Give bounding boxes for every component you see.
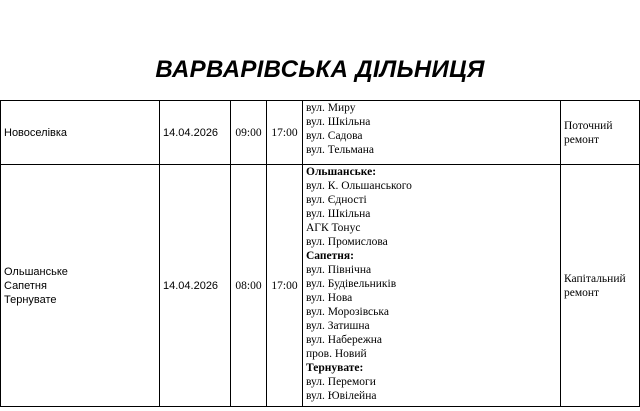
settlement-cell [1,165,160,407]
street-name: вул. Шкільна [306,208,371,220]
street-name: вул. Промислова [306,236,388,248]
street-name: вул. Ювілейна [306,390,377,402]
street-name: вул. Єдності [306,194,367,206]
settlement-name: Новоселівка [4,126,68,139]
streets-cell [303,165,561,407]
start-time-cell: 08:00 [231,165,267,407]
street-name: вул. Набережна [306,334,383,346]
street-name: вул. Миру [306,102,356,114]
page-title: ВАРВАРІВСЬКА ДІЛЬНИЦЯ [155,56,485,83]
street-name: вул. Садова [306,130,363,142]
date-cell: 14.04.2026 [160,101,231,165]
locality-heading: Сапетня: [306,250,354,262]
street-name: АГК Тонус [306,222,361,234]
work-type-text: ремонт [564,286,600,299]
street-name: вул. Нова [306,292,353,304]
settlement-name: Тернувате [4,293,57,306]
settlement-name: Сапетня [4,279,47,292]
settlement-cell [1,101,160,165]
street-name: вул. Перемоги [306,376,376,388]
start-time-cell: 09:00 [231,101,267,165]
end-time-cell: 17:00 [267,165,303,407]
street-name: пров. Новий [306,348,367,360]
street-name: вул. Морозівська [306,306,389,318]
street-name: вул. К. Ольшанського [306,180,412,192]
work-type-text: Поточний [564,119,613,132]
locality-heading: Тернувате: [306,362,364,374]
end-time-cell: 17:00 [267,101,303,165]
street-name: вул. Затишна [306,320,370,332]
street-name: вул. Тельмана [306,144,375,156]
work-type-cell [561,101,640,165]
street-name: вул. Будівельників [306,278,397,290]
table-row [1,101,640,165]
work-type-text: Капітальний [564,272,626,285]
outage-schedule-table [0,100,640,407]
work-type-cell [561,165,640,407]
street-name: вул. Шкільна [306,116,371,128]
table-row [1,165,640,407]
street-name: вул. Північна [306,264,372,276]
settlement-name: Ольшанське [4,265,68,278]
streets-cell [303,101,561,165]
locality-heading: Ольшанське: [306,166,377,178]
work-type-text: ремонт [564,133,600,146]
date-cell: 14.04.2026 [160,165,231,407]
table-body [1,101,640,407]
